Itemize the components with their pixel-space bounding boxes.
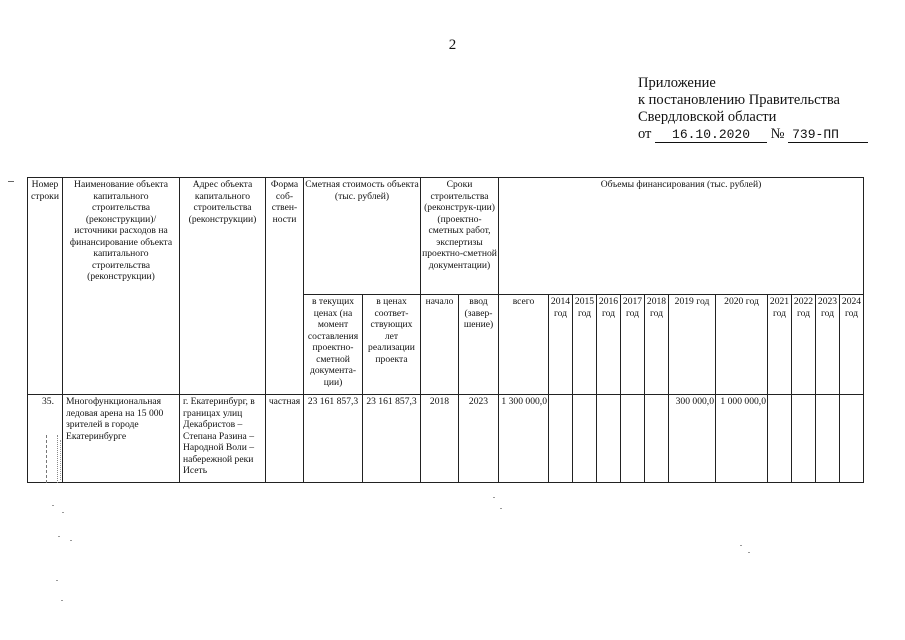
row-corresponding-prices: 23 161 857,3 (363, 395, 421, 483)
edge-mark (8, 181, 14, 182)
header-start: начало (421, 295, 459, 395)
funding-table (27, 177, 864, 483)
date-prefix: от (638, 126, 652, 142)
header-ownership: Форма соб-ствен-ности (266, 178, 304, 395)
row-ownership: частная (266, 395, 304, 483)
row-address: г. Екатеринбург, в границах улиц Декабристов – Степана Разина – Народной Воли – набережной реки Исеть (180, 395, 266, 483)
header-estimated-cost: Сметная стоимость объекта (тыс. рублей) (304, 178, 421, 295)
row-number: 35. (28, 395, 63, 483)
header-current-prices: в текущих ценах (на момент составления проектно-сметной документа-ции) (304, 295, 363, 395)
row-year-2019: 300 000,0 (669, 395, 716, 483)
row-year-2020: 1 000 000,0 (716, 395, 768, 483)
row-current-prices: 23 161 857,3 (304, 395, 363, 483)
header-completion: ввод (завер-шение) (459, 295, 499, 395)
header-corresponding-prices: в ценах соответ-ствующих лет реализации проекта (363, 295, 421, 395)
header-year-2020: 2020 год (716, 295, 768, 395)
header-year-2024: 2024 год (840, 295, 864, 395)
header-year-2023: 2023 год (816, 295, 840, 395)
decree-number: 739-ПП (788, 128, 868, 143)
row-year-2022 (792, 395, 816, 483)
row-year-2014 (549, 395, 573, 483)
table-row (28, 395, 864, 483)
row-start: 2018 (421, 395, 459, 483)
header-address: Адрес объекта капитального строительства (реконструкции) (180, 178, 266, 395)
header-year-2015: 2015 год (573, 295, 597, 395)
row-year-2016 (597, 395, 621, 483)
stamp-mark-secondary (60, 440, 69, 480)
appendix-block (638, 75, 868, 143)
row-year-2023 (816, 395, 840, 483)
number-prefix: № (770, 126, 785, 142)
header-year-2022: 2022 год (792, 295, 816, 395)
header-total: всего (499, 295, 549, 395)
row-year-2024 (840, 395, 864, 483)
header-year-2017: 2017 год (621, 295, 645, 395)
row-year-2015 (573, 395, 597, 483)
appendix-date-number (638, 126, 868, 143)
row-completion: 2023 (459, 395, 499, 483)
row-year-2017 (621, 395, 645, 483)
header-object-name: Наименование объекта капитального строительства (реконструкции)/ источники расходов на финансирование объекта капитального строительства (реконструкции) (63, 178, 180, 395)
appendix-title: Приложение (638, 75, 716, 91)
header-terms: Сроки строительства (реконструк-ции) (проектно-сметных работ, экспертизы проектно-сметной документации) (421, 178, 499, 295)
header-year-2014: 2014 год (549, 295, 573, 395)
page-number: 2 (448, 37, 457, 53)
decree-date: 16.10.2020 (655, 128, 767, 143)
appendix-region: Свердловской области (638, 109, 777, 125)
header-year-2018: 2018 год (645, 295, 669, 395)
stamp-mark (46, 435, 58, 483)
header-year-2021: 2021 год (768, 295, 792, 395)
header-year-2016: 2016 год (597, 295, 621, 395)
row-total: 1 300 000,0 (499, 395, 549, 483)
header-row-number: Номер строки (28, 178, 63, 395)
row-year-2018 (645, 395, 669, 483)
row-year-2021 (768, 395, 792, 483)
header-funding: Объемы финансирования (тыс. рублей) (499, 178, 864, 295)
header-year-2019: 2019 год (669, 295, 716, 395)
appendix-decree: к постановлению Правительства (638, 92, 840, 108)
row-object-name: Многофункциональная ледовая арена на 15 000 зрителей в городе Екатеринбурге (63, 395, 180, 483)
